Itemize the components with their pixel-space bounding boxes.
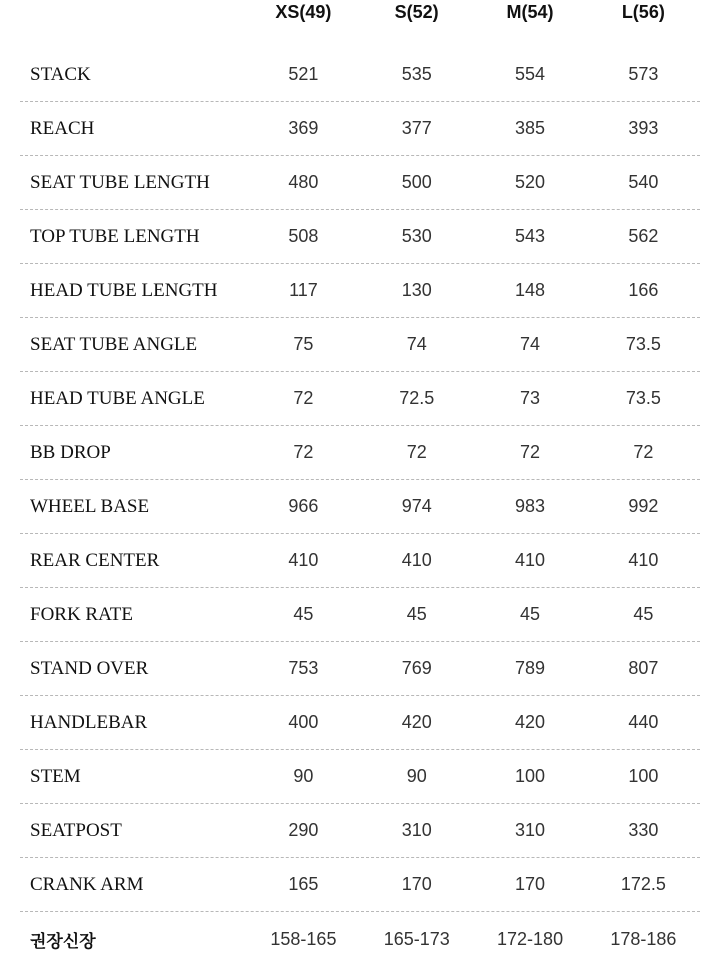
table-row: [20, 102, 700, 156]
cell-value: 117: [289, 280, 318, 300]
cell-value: 369: [288, 118, 319, 138]
cell-value: 753: [288, 658, 319, 678]
row-label: SEATPOST: [30, 819, 122, 841]
cell-value: 410: [288, 550, 319, 570]
cell-value: 530: [401, 226, 432, 246]
cell-value: 310: [515, 820, 546, 840]
cell-value: 420: [515, 712, 546, 732]
cell-value: 72.5: [399, 388, 435, 408]
cell-value: 440: [628, 712, 659, 732]
cell-value: 500: [401, 172, 432, 192]
cell-value: 377: [401, 118, 432, 138]
table-row: [20, 372, 700, 426]
table-row: [20, 156, 700, 210]
table-header-row: [20, 0, 700, 48]
cell-value: 72: [520, 442, 541, 462]
row-label: BB DROP: [30, 441, 111, 463]
row-label: HEAD TUBE ANGLE: [30, 387, 205, 409]
table-row: [20, 858, 700, 912]
cell-value: 165-173: [383, 928, 450, 949]
cell-value: 130: [401, 280, 432, 300]
cell-value: 410: [515, 550, 546, 570]
table-row: [20, 480, 700, 534]
table-row: [20, 642, 700, 696]
table-row: [20, 318, 700, 372]
row-label: CRANK ARM: [30, 873, 144, 895]
cell-value: 165: [288, 874, 319, 894]
cell-value: 73.5: [625, 388, 661, 408]
cell-value: 73: [520, 388, 541, 408]
row-label: FORK RATE: [30, 603, 133, 625]
cell-value: 554: [515, 64, 546, 84]
cell-value: 172.5: [620, 874, 666, 894]
cell-value: 540: [628, 172, 659, 192]
table-row: [20, 912, 700, 966]
row-label: REACH: [30, 117, 95, 139]
cell-value: 562: [628, 226, 659, 246]
table-row: [20, 588, 700, 642]
cell-value: 45: [293, 604, 314, 624]
geometry-table: [20, 0, 700, 966]
row-label: STACK: [30, 63, 91, 85]
cell-value: 45: [520, 604, 541, 624]
row-label: HANDLEBAR: [30, 711, 148, 733]
cell-value: 400: [288, 712, 319, 732]
cell-value: 72: [293, 442, 314, 462]
cell-value: 75: [293, 334, 314, 354]
row-label: SEAT TUBE LENGTH: [30, 171, 210, 193]
cell-value: 148: [515, 280, 546, 300]
cell-value: 992: [628, 496, 659, 516]
cell-value: 158-165: [270, 928, 337, 949]
cell-value: 520: [515, 172, 546, 192]
cell-value: 480: [288, 172, 319, 192]
cell-value: 789: [515, 658, 546, 678]
cell-value: 420: [401, 712, 432, 732]
row-label: STEM: [30, 765, 81, 787]
row-label: 권장신장: [30, 931, 96, 952]
cell-value: 769: [401, 658, 432, 678]
cell-value: 385: [515, 118, 546, 138]
cell-value: 72: [406, 442, 427, 462]
cell-value: 410: [401, 550, 432, 570]
cell-value: 983: [515, 496, 546, 516]
cell-value: 90: [293, 766, 314, 786]
cell-value: 100: [628, 766, 659, 786]
cell-value: 573: [628, 64, 659, 84]
cell-value: 72: [633, 442, 654, 462]
size-header-l: L(56): [621, 2, 665, 22]
cell-value: 290: [288, 820, 319, 840]
row-label: WHEEL BASE: [30, 495, 150, 517]
cell-value: 72: [293, 388, 314, 408]
cell-value: 966: [288, 496, 319, 516]
cell-value: 166: [628, 280, 659, 300]
cell-value: 74: [406, 334, 427, 354]
table-row: [20, 804, 700, 858]
row-label: REAR CENTER: [30, 549, 160, 571]
size-header-s: S(52): [394, 2, 439, 22]
cell-value: 410: [628, 550, 659, 570]
table-row: [20, 48, 700, 102]
cell-value: 535: [401, 64, 432, 84]
cell-value: 90: [406, 766, 427, 786]
row-label: SEAT TUBE ANGLE: [30, 333, 198, 355]
row-label: TOP TUBE LENGTH: [30, 225, 200, 247]
cell-value: 543: [515, 226, 546, 246]
table-row: [20, 750, 700, 804]
cell-value: 310: [401, 820, 432, 840]
cell-value: 45: [406, 604, 427, 624]
table-row: [20, 264, 700, 318]
cell-value: 974: [401, 496, 432, 516]
cell-value: 807: [628, 658, 659, 678]
row-label: STAND OVER: [30, 657, 149, 679]
size-header-xs: XS(49): [275, 2, 332, 22]
cell-value: 170: [515, 874, 546, 894]
cell-value: 170: [401, 874, 432, 894]
cell-value: 508: [288, 226, 319, 246]
table-row: [20, 210, 700, 264]
cell-value: 73.5: [625, 334, 661, 354]
cell-value: 100: [515, 766, 546, 786]
table-row: [20, 696, 700, 750]
table-row: [20, 534, 700, 588]
cell-value: 178-186: [610, 928, 677, 949]
cell-value: 45: [633, 604, 654, 624]
cell-value: 521: [288, 64, 319, 84]
cell-value: 172-180: [497, 928, 564, 949]
table-row: [20, 426, 700, 480]
size-header-m: M(54): [506, 2, 554, 22]
cell-value: 330: [628, 820, 659, 840]
cell-value: 74: [520, 334, 541, 354]
cell-value: 393: [628, 118, 659, 138]
row-label: HEAD TUBE LENGTH: [30, 279, 218, 301]
